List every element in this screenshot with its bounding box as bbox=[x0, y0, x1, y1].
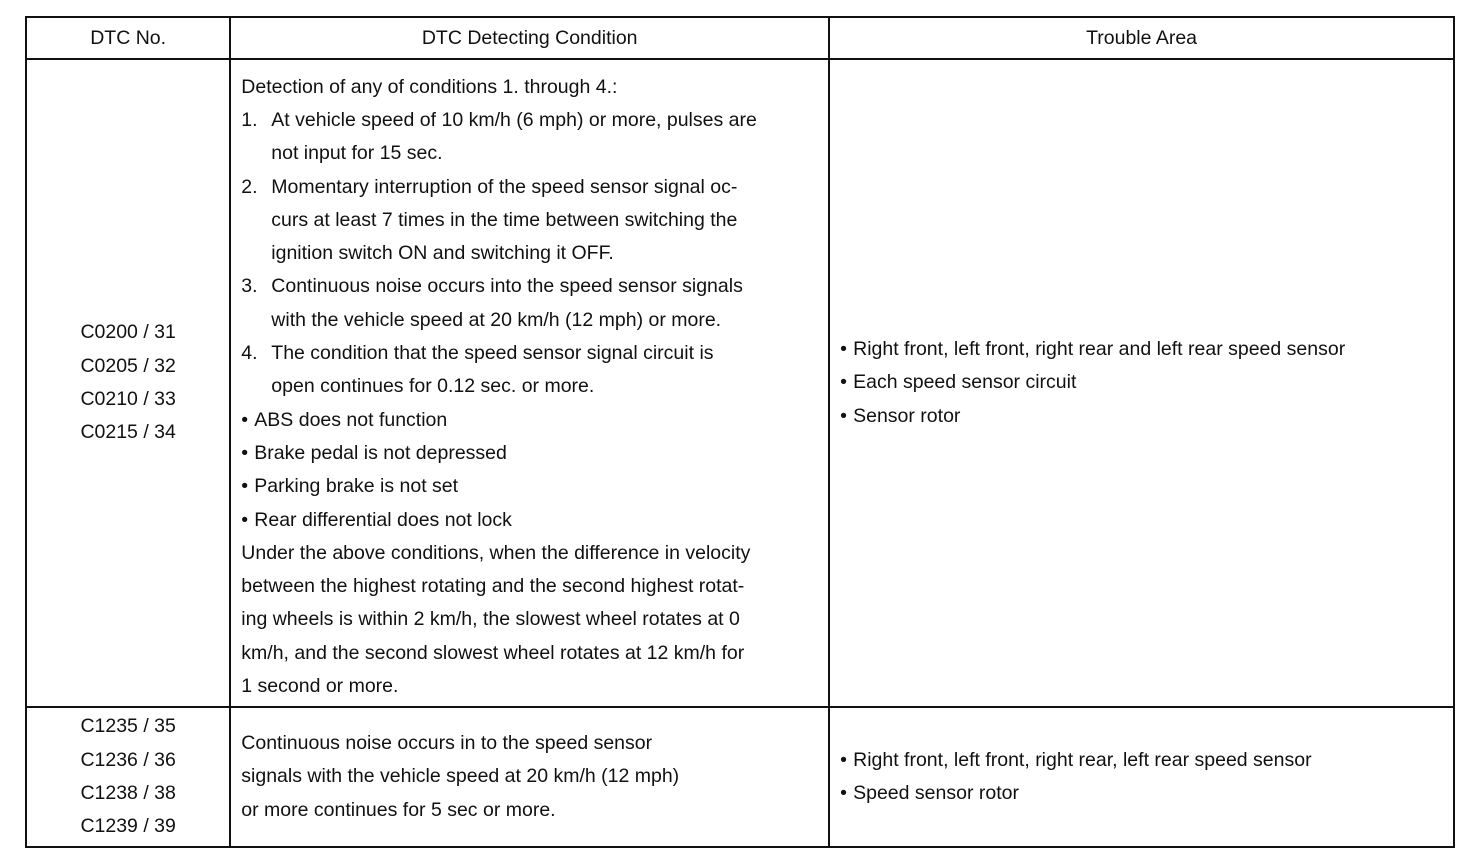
item-number: 3. bbox=[241, 275, 258, 298]
item-text: The condition that the speed sensor signal circuit is bbox=[271, 342, 714, 365]
condition-numbered-item bbox=[241, 337, 818, 404]
condition-bullet bbox=[241, 470, 818, 503]
dtc-code: C1238 / 38 bbox=[80, 782, 176, 804]
condition-line: signals with the vehicle speed at 20 km/h (12 mph) bbox=[241, 765, 680, 788]
table-header-row bbox=[26, 17, 1454, 59]
trouble-area-item bbox=[840, 400, 1453, 433]
bullet-dot: • bbox=[241, 508, 249, 531]
trouble-area-cell bbox=[829, 59, 1454, 707]
item-number: 4. bbox=[241, 342, 258, 365]
bullet-dot: • bbox=[840, 782, 847, 804]
item-number: 1. bbox=[241, 108, 258, 131]
condition-line: Continuous noise occurs in to the speed sensor bbox=[241, 732, 653, 755]
condition-numbered-item bbox=[241, 104, 818, 171]
trouble-area-item bbox=[840, 744, 1453, 777]
bullet-dot: • bbox=[241, 475, 249, 498]
condition-outro: between the highest rotating and the second highest rotat- bbox=[241, 575, 745, 598]
condition-outro: Under the above conditions, when the difference in velocity bbox=[241, 541, 751, 564]
condition-numbered-item bbox=[241, 171, 818, 271]
dtc-codes-cell bbox=[26, 59, 230, 707]
table-row bbox=[26, 707, 1454, 847]
bullet-dot: • bbox=[840, 371, 847, 394]
trouble-area-text: Each speed sensor circuit bbox=[853, 371, 1077, 394]
dtc-code: C1239 / 39 bbox=[80, 815, 176, 838]
bullet-dot: • bbox=[840, 748, 847, 771]
bullet-dot: • bbox=[840, 338, 847, 361]
header-condition: DTC Detecting Condition bbox=[230, 17, 829, 59]
trouble-area-text: Sensor rotor bbox=[853, 404, 961, 427]
condition-outro: km/h, and the second slowest wheel rotates at 12 km/h for bbox=[241, 641, 745, 664]
item-text: open continues for 0.12 sec. or more. bbox=[271, 375, 595, 398]
condition-numbered-item bbox=[241, 270, 818, 337]
item-text: Continuous noise occurs into the speed sensor signals bbox=[271, 275, 743, 298]
bullet-text: Parking brake is not set bbox=[254, 475, 459, 498]
item-text: not input for 15 sec. bbox=[271, 142, 443, 165]
dtc-code: C1235 / 35 bbox=[80, 715, 176, 738]
item-number: 2. bbox=[241, 175, 258, 198]
trouble-area-item bbox=[840, 333, 1453, 366]
item-text: ignition switch ON and switching it OFF. bbox=[271, 242, 614, 265]
trouble-area-item bbox=[840, 777, 1453, 810]
item-text: Momentary interruption of the speed sensor signal oc- bbox=[271, 175, 738, 198]
bullet-dot: • bbox=[241, 441, 249, 464]
dtc-code: C1236 / 36 bbox=[80, 748, 176, 771]
dtc-codes-cell bbox=[26, 707, 230, 847]
condition-cell bbox=[230, 59, 829, 707]
dtc-code: C0210 / 33 bbox=[80, 388, 176, 410]
condition-cell bbox=[230, 707, 829, 847]
condition-bullet bbox=[241, 437, 818, 470]
item-text: with the vehicle speed at 20 km/h (12 mph) or more. bbox=[271, 308, 722, 331]
item-text: At vehicle speed of 10 km/h (6 mph) or more, pulses are bbox=[271, 108, 757, 131]
bullet-text: Rear differential does not lock bbox=[254, 508, 512, 531]
condition-bullet bbox=[241, 504, 818, 537]
header-dtc-no: DTC No. bbox=[26, 17, 230, 59]
condition-outro: ing wheels is within 2 km/h, the slowest wheel rotates at 0 bbox=[241, 608, 740, 631]
dtc-table bbox=[25, 16, 1455, 848]
bullet-dot: • bbox=[241, 408, 249, 431]
header-trouble-area: Trouble Area bbox=[829, 17, 1454, 59]
dtc-code: C0200 / 31 bbox=[80, 321, 176, 344]
trouble-area-cell bbox=[829, 707, 1454, 847]
bullet-dot: • bbox=[840, 404, 847, 427]
condition-line: or more continues for 5 sec or more. bbox=[241, 798, 556, 821]
dtc-code: C0215 / 34 bbox=[80, 421, 176, 444]
trouble-area-text: Right front, left front, right rear, left rear speed sensor bbox=[853, 748, 1312, 771]
item-text: curs at least 7 times in the time between switching the bbox=[271, 208, 738, 231]
dtc-code: C0205 / 32 bbox=[80, 354, 176, 377]
trouble-area-text: Right front, left front, right rear and left rear speed sensor bbox=[853, 338, 1346, 361]
bullet-text: Brake pedal is not depressed bbox=[254, 441, 507, 464]
trouble-area-text: Speed sensor rotor bbox=[853, 782, 1019, 804]
table-row bbox=[26, 59, 1454, 707]
condition-intro: Detection of any of conditions 1. through 4.: bbox=[241, 75, 618, 98]
condition-bullet bbox=[241, 404, 818, 437]
bullet-text: ABS does not function bbox=[254, 408, 448, 431]
trouble-area-item bbox=[840, 366, 1453, 399]
condition-outro: 1 second or more. bbox=[241, 675, 399, 698]
